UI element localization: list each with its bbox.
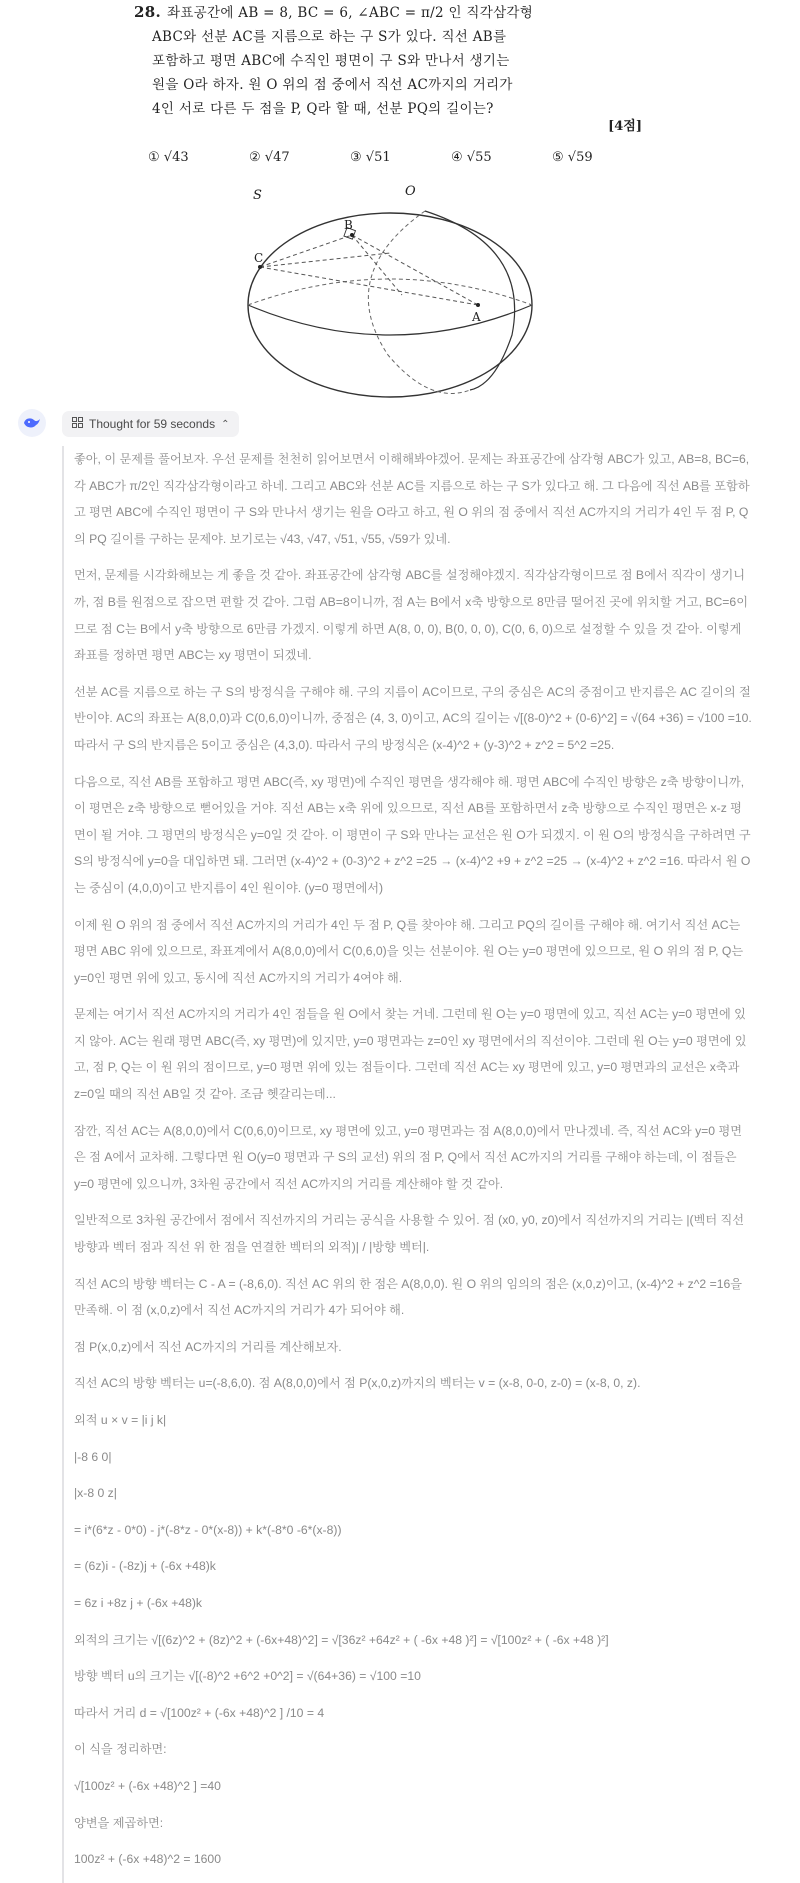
reasoning-line: 외적 u × v = |i j k| xyxy=(74,1413,167,1427)
reasoning-paragraph: 좋아, 이 문제를 풀어보자. 우선 문제를 천천히 읽어보면서 이해해봐야겠어. 문제는 좌표공간에 삼각형 ABC가 있고, AB=8, BC=6, 각 ABC가 π/2인 직각삼각형이라고 하네. 그리고 ABC와 선분 AC를 지름으로 하는 구 S가 있다고 해. 그 다음에 직선 AB를 포함하고 평면 ABC에 수직인 평면이 구 S와 만나서 생기는 원을 O라고 하고, 원 O 위의 점 중에서 직선 AC까지의 거리가 4인 두 점 P, Q의 PQ 길이를 구하는 문제야. 보기로는 √43, √47, √51, √55, √59가 있네. xyxy=(74,452,750,546)
reasoning-line: 이 식을 정리하면: xyxy=(74,1742,167,1757)
thought-icon xyxy=(72,417,83,431)
reasoning-line: |-8 6 0| xyxy=(74,1449,112,1464)
answer-choices xyxy=(148,150,653,165)
label-a: A xyxy=(472,310,481,324)
reasoning-line: 양변을 제곱하면: xyxy=(74,1815,164,1830)
reasoning-line: = (6z)i - (-8z)j + (-6x +48)k xyxy=(74,1559,216,1574)
equator-back xyxy=(248,279,532,305)
reasoning-line: √[100z² + (-6x +48)^2 ] =40 xyxy=(74,1778,221,1793)
reasoning-paragraph: 다음으로, 직선 AB를 포함하고 평면 ABC(즉, xy 평면)에 수직인 평면을 생각해야 해. 평면 ABC에 수직인 방향은 z축 방향이니까, 이 평면은 z축 방향으로 뻗어있을 거야. 직선 AB는 x축 위에 있으므로, 직선 AB를 포함하면서 z축 방향으로 수직인 평면은 x-z 평면이 될 거야. 그 평면의 방정식은 y=0일 것 같아. 이 평면이 구 S와 만나는 교선은 원 O가 되겠지. 이 원 O의 방정식을 구하려면 구 S의 방정식에 y=0을 대입하면 돼. 그러면 (x-4)^2 + (0-3)^2 + z^2 =25 → (x-4)^2 +9 + z^2 =25 → (x-4)^2 + z^2 =16. 따라서 원 O는 중심이 (4,0,0)이고 반지름이 4인 원이야. (y=0 평면에서) xyxy=(74,774,751,895)
point-c xyxy=(258,265,262,269)
sphere-outline xyxy=(248,213,532,397)
reasoning-line: 직선 AC의 방향 벡터는 u=(-8,6,0). 점 A(8,0,0)에서 점 P(x,0,z)까지의 벡터는 v = (x-8, 0-0, z-0) = (x-8, 0, z). xyxy=(74,1376,641,1391)
reasoning-paragraph: 잠깐, 직선 AC는 A(8,0,0)에서 C(0,6,0)이므로, xy 평면에 있고, y=0 평면과는 점 A(8,0,0)에서 만나겠네. 즉, 직선 AC와 y=0 평면은 점 A에서 교차해. 그렇다면 원 O(y=0 평면과 구 S의 교선) 위의 점 P, Q에서 직선 AC까지의 거리를 구해야 하는데, 이 점들은 y=0 평면에 있으니까, 3차원 공간에서 직선 AC까지의 거리를 계산해야 할 것 같아. xyxy=(74,1123,742,1191)
problem-line-3: 포함하고 평면 ABC에 수직인 평면이 구 S와 만나서 생기는 xyxy=(152,53,510,69)
point-a xyxy=(476,303,480,307)
point-b xyxy=(350,233,354,237)
thought-toggle-button[interactable] xyxy=(62,411,239,437)
reasoning-line: 외적의 크기는 √[(6z)^2 + (8z)^2 + (-6x+48)^2] = √[36z² +64z² + ( -6x +48 )²] = √[100z² + ( -6x +48 )²] xyxy=(74,1632,609,1647)
reasoning-content xyxy=(62,446,752,1883)
choice-5: ⑤ √59 xyxy=(552,150,593,165)
sphere-figure xyxy=(240,184,550,400)
label-s: S xyxy=(253,188,262,203)
whale-glyph xyxy=(23,416,41,430)
choice-1: ① √43 xyxy=(148,150,189,165)
line-b-q xyxy=(352,235,402,295)
points-label: [4점] xyxy=(608,119,642,134)
label-o: O xyxy=(405,184,416,199)
problem-line-5: 4인 서로 다른 두 점을 P, Q라 할 때, 선분 PQ의 길이는? xyxy=(152,101,494,117)
problem-image xyxy=(0,0,800,398)
reasoning-line: 100z² + (-6x +48)^2 = 1600 xyxy=(74,1852,221,1867)
reasoning-paragraph: 문제는 여기서 직선 AC까지의 거리가 4인 점들을 원 O에서 찾는 거네. 그런데 원 O는 y=0 평면에 있고, 직선 AC는 y=0 평면에 있지 않아. AC는 원래 평면 ABC(즉, xy 평면)에 있지만, y=0 평면과는 z=0인 xy 평면에서의 직선이야. 그런데 원 O는 y=0 평면에 있고, 점 P, Q는 이 원 위의 점이므로, y=0 평면 위에 있는 점들이다. 그런데 직선 AC는 xy 평면에 있고, y=0 평면과의 교선은 x축과 z=0일 때의 직선 AB일 것 같아. 조금 헷갈리는데... xyxy=(74,1007,747,1102)
thought-label: Thought for 59 seconds xyxy=(89,417,216,431)
equator-front xyxy=(248,305,532,335)
reasoning-paragraph: 직선 AC의 방향 벡터는 C - A = (-8,6,0). 직선 AC 위의 한 점은 A(8,0,0). 원 O 위의 임의의 점은 (x,0,z)이고, (x-4)^2 + z^2 =16을 만족해. 이 점 (x,0,z)에서 직선 AC까지의 거리가 4가 되어야 해. xyxy=(74,1276,743,1318)
reasoning-paragraph: 이제 원 O 위의 점 중에서 직선 AC까지의 거리가 4인 두 점 P, Q를 찾아야 해. 그리고 PQ의 길이를 구해야 해. 여기서 직선 AC는 평면 ABC 위에 있으므로, 좌표계에서 A(8,0,0)에서 C(0,6,0)을 잇는 선분이야. 원 O는 y=0 평면에 있으므로, 원 O 위의 점 P, Q는 y=0인 평면 위에 있고, 동시에 직선 AC까지의 거리가 4여야 해. xyxy=(74,917,744,985)
problem-line-4: 원을 O라 하자. 원 O 위의 점 중에서 직선 AC까지의 거리가 xyxy=(152,77,513,93)
reasoning-line: = i*(6*z - 0*0) - j*(-8*z - 0*(x-8)) + k*(-8*0 -6*(x-8)) xyxy=(74,1522,342,1537)
line-ca xyxy=(260,267,478,305)
label-c: C xyxy=(254,251,264,265)
problem-statement xyxy=(134,0,644,121)
reasoning-line: = 6z i +8z j + (-6x +48)k xyxy=(74,1595,203,1610)
problem-line-2: ABC와 선분 AC를 지름으로 하는 구 S가 있다. 직선 AB를 xyxy=(152,29,507,45)
choice-3: ③ √51 xyxy=(350,150,391,165)
choice-4: ④ √55 xyxy=(451,150,492,165)
reasoning-paragraph: 선분 AC를 지름으로 하는 구 S의 방정식을 구해야 해. 구의 지름이 AC이므로, 구의 중심은 AC의 중점이고 반지름은 AC 길이의 절반이야. AC의 좌표는 A(8,0,0)과 C(0,6,0)이니까, 중점은 (4, 3, 0)이고, AC의 길이는 √[(8-0)^2 + (0-6)^2] = √(64 +36) = √100 =10. 따라서 구 S의 반지름은 5이고 중심은 (4,3,0). 따라서 구의 방정식은 (x-4)^2 + (y-3)^2 + z^2 = 5^2 =25. xyxy=(74,684,752,752)
circle-o-back xyxy=(368,211,470,393)
chevron-up-icon: ⌃ xyxy=(221,418,230,430)
reasoning-line: 점 P(x,0,z)에서 직선 AC까지의 거리를 계산해보자. xyxy=(74,1339,342,1354)
label-b: B xyxy=(344,218,353,232)
line-c-p xyxy=(260,253,390,267)
problem-line-1: 좌표공간에 AB = 8, BC = 6, ∠ABC = π/2 인 직각삼각형 xyxy=(167,5,534,21)
choice-2: ② √47 xyxy=(249,150,290,165)
reasoning-line: 방향 벡터 u의 크기는 √[(-8)^2 +6^2 +0^2] = √(64+36) = √100 =10 xyxy=(74,1669,421,1684)
problem-number: 28. xyxy=(134,3,161,21)
line-cb xyxy=(260,235,352,267)
reasoning-line: 따라서 거리 d = √[100z² + (-6x +48)^2 ] /10 = 4 xyxy=(74,1705,325,1720)
reasoning-paragraph: 먼저, 문제를 시각화해보는 게 좋을 것 같아. 좌표공간에 삼각형 ABC를 설정해야겠지. 직각삼각형이므로 점 B에서 직각이 생기니까, 점 B를 원점으로 잡으면 편할 것 같아. 그럼 AB=8이니까, 점 A는 B에서 x축 방향으로 8만큼 떨어진 곳에 위치할 거고, BC=6이므로 점 C는 B에서 y축 방향으로 6만큼 가겠지. 이렇게 하면 A(8, 0, 0), B(0, 0, 0), C(0, 6, 0)으로 설정할 수 있을 것 같아. 이렇게 좌표를 정하면 평면 ABC는 xy 평면이 되겠네. xyxy=(74,568,748,663)
whale-logo-icon xyxy=(18,409,46,437)
reasoning-paragraph: 일반적으로 3차원 공간에서 점에서 직선까지의 거리는 공식을 사용할 수 있어. 점 (x0, y0, z0)에서 직선까지의 거리는 |(벡터 직선 방향과 벡터 점과 직선 위 한 점을 연결한 벡터의 외적)| / |방향 벡터|. xyxy=(74,1213,745,1255)
reasoning-line: |x-8 0 z| xyxy=(74,1486,117,1501)
